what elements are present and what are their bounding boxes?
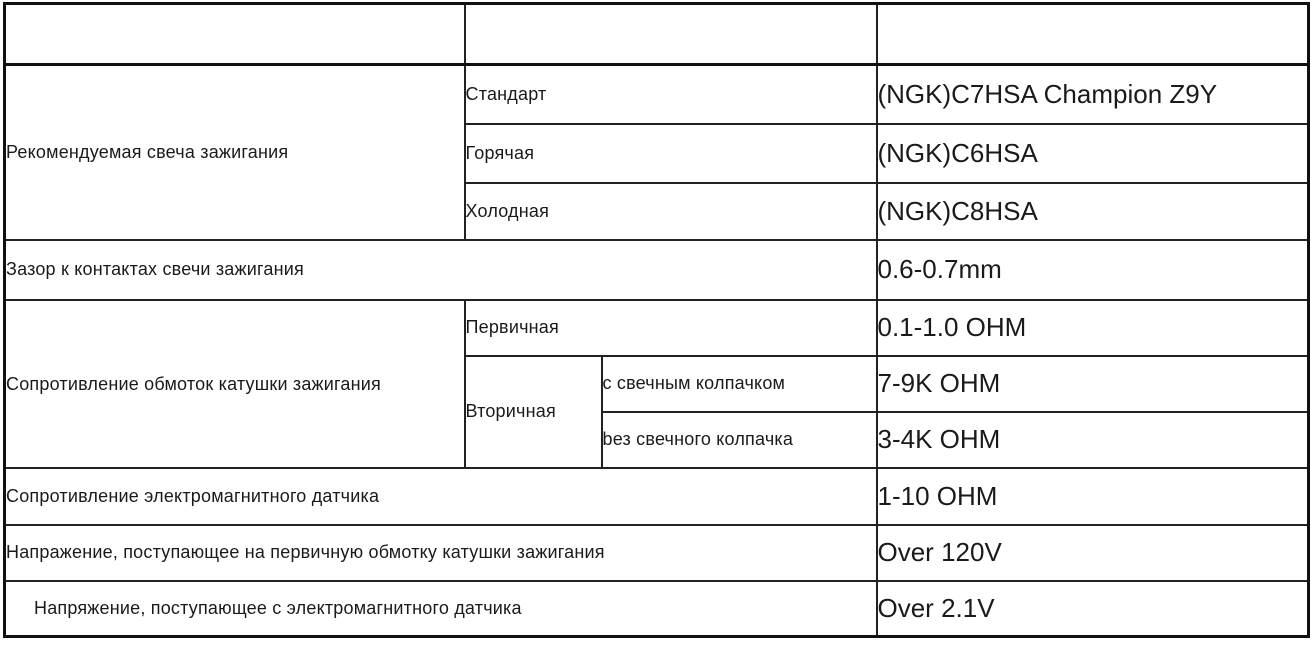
gap-value: 0.6-0.7mm [877,240,1309,300]
coil-with-cap-value: 7-9K OHM [877,356,1309,412]
coil-without-cap-value: 3-4K OHM [877,412,1309,468]
spark-plug-cold-value: (NGK)C8HSA [877,183,1309,240]
coil-primary-label: Первичная [465,300,877,356]
sensor-voltage-value: Over 2.1V [877,581,1309,637]
coil-resistance-label: Сопротивление обмоток катушки зажигания [5,300,465,468]
header-cell-2 [465,4,877,65]
coil-secondary-label: Вторичная [465,356,602,468]
gap-label: Зазор к контактах свечи зажигания [5,240,877,300]
coil-voltage-value: Over 120V [877,525,1309,581]
sensor-voltage-label: Напряжение, поступающее с электромагнитного датчика [5,581,877,637]
coil-with-cap-label: с свечным колпачком [602,356,877,412]
table-row [5,65,1309,124]
table-row [5,240,1309,300]
table-row [5,581,1309,637]
sensor-resistance-value: 1-10 OHM [877,468,1309,525]
table-row [5,468,1309,525]
spark-plug-standard-label: Стандарт [465,65,877,124]
coil-without-cap-label: bез свечного колпачка [602,412,877,468]
spec-table [3,2,1310,638]
spark-plug-label: Рекомендуемая свеча зажигания [5,65,465,240]
header-cell-1 [5,4,465,65]
spark-plug-hot-value: (NGK)C6HSA [877,124,1309,183]
table-row [5,300,1309,356]
header-row [5,4,1309,65]
spark-plug-standard-value: (NGK)C7HSA Champion Z9Y [877,65,1309,124]
spark-plug-cold-label: Холодная [465,183,877,240]
header-cell-3 [877,4,1309,65]
sensor-resistance-label: Сопротивление электромагнитного датчика [5,468,877,525]
coil-primary-value: 0.1-1.0 OHM [877,300,1309,356]
table-row [5,525,1309,581]
spark-plug-hot-label: Горячая [465,124,877,183]
coil-voltage-label: Напражение, поступающее на первичную обмотку катушки зажигания [5,525,877,581]
